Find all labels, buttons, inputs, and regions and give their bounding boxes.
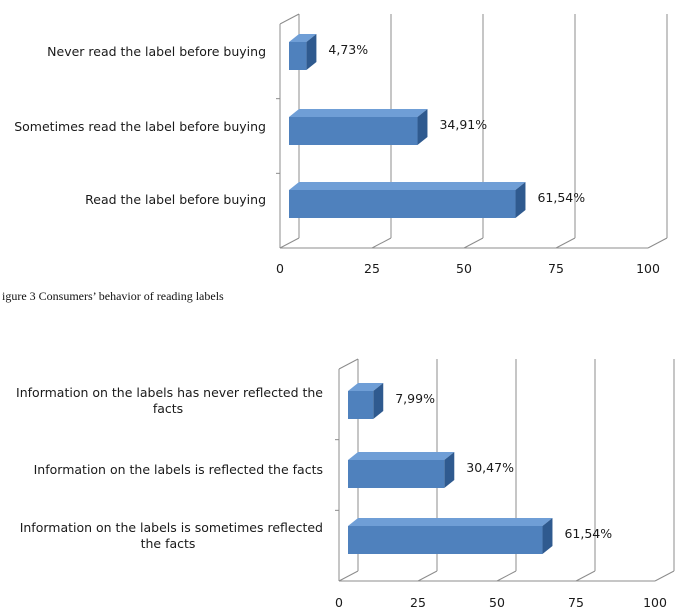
floor-gridline [280, 238, 299, 248]
bar [348, 526, 542, 554]
data-label: 61,54% [537, 190, 586, 205]
wall-top-edge [339, 359, 358, 369]
floor-gridline [372, 238, 391, 248]
wall-top-edge [280, 14, 299, 24]
x-tick-label: 25 [410, 595, 426, 610]
data-label: 61,54% [564, 526, 613, 541]
bar-top-face [289, 182, 525, 190]
x-tick-label: 100 [636, 261, 660, 276]
floor-gridline [418, 571, 437, 581]
floor-gridline [576, 571, 595, 581]
floor-gridline [464, 238, 483, 248]
chart-label-reliability [16, 359, 674, 610]
category-label-line: Sometimes read the label before buying [14, 119, 266, 134]
floor-gridline [497, 571, 516, 581]
bar [348, 460, 444, 488]
x-tick-label: 75 [548, 261, 564, 276]
category-label-line: facts [152, 401, 184, 416]
floor-gridline [655, 571, 674, 581]
floor-gridline [556, 238, 575, 248]
bar [348, 391, 373, 419]
data-label: 34,91% [439, 117, 488, 132]
bar [289, 42, 306, 70]
figure-caption: igure 3 Consumers’ behavior of reading labels [2, 289, 224, 303]
category-label-line: Never read the label before buying [47, 44, 266, 59]
category-label [47, 44, 266, 59]
category-label-line: Information on the labels is reflected the facts [33, 462, 323, 477]
category-label-line: Read the label before buying [85, 192, 266, 207]
x-tick-label: 0 [276, 261, 284, 276]
category-label-line: Information on the labels has never reflected the [16, 385, 323, 400]
x-tick-label: 0 [335, 595, 343, 610]
data-label: 4,73% [328, 42, 369, 57]
category-label [20, 520, 323, 551]
chart-reading-behavior [14, 14, 667, 276]
category-label [16, 385, 323, 416]
x-tick-label: 50 [489, 595, 505, 610]
x-tick-label: 50 [456, 261, 472, 276]
category-label-line: the facts [140, 536, 196, 551]
category-label [34, 462, 323, 477]
data-label: 7,99% [395, 391, 435, 406]
bar [289, 190, 515, 218]
floor-gridline [648, 238, 667, 248]
category-label-line: Information on the labels is sometimes reflected [19, 520, 323, 535]
category-label [14, 119, 266, 134]
x-tick-label: 25 [364, 261, 380, 276]
bar-top-face [348, 518, 552, 526]
bar-top-face [348, 452, 454, 460]
floor-gridline [339, 571, 358, 581]
x-tick-label: 100 [643, 595, 667, 610]
bar-top-face [289, 109, 427, 117]
data-label: 30,47% [466, 460, 514, 475]
bar [289, 117, 417, 145]
category-label [85, 192, 266, 207]
x-tick-label: 75 [568, 595, 584, 610]
